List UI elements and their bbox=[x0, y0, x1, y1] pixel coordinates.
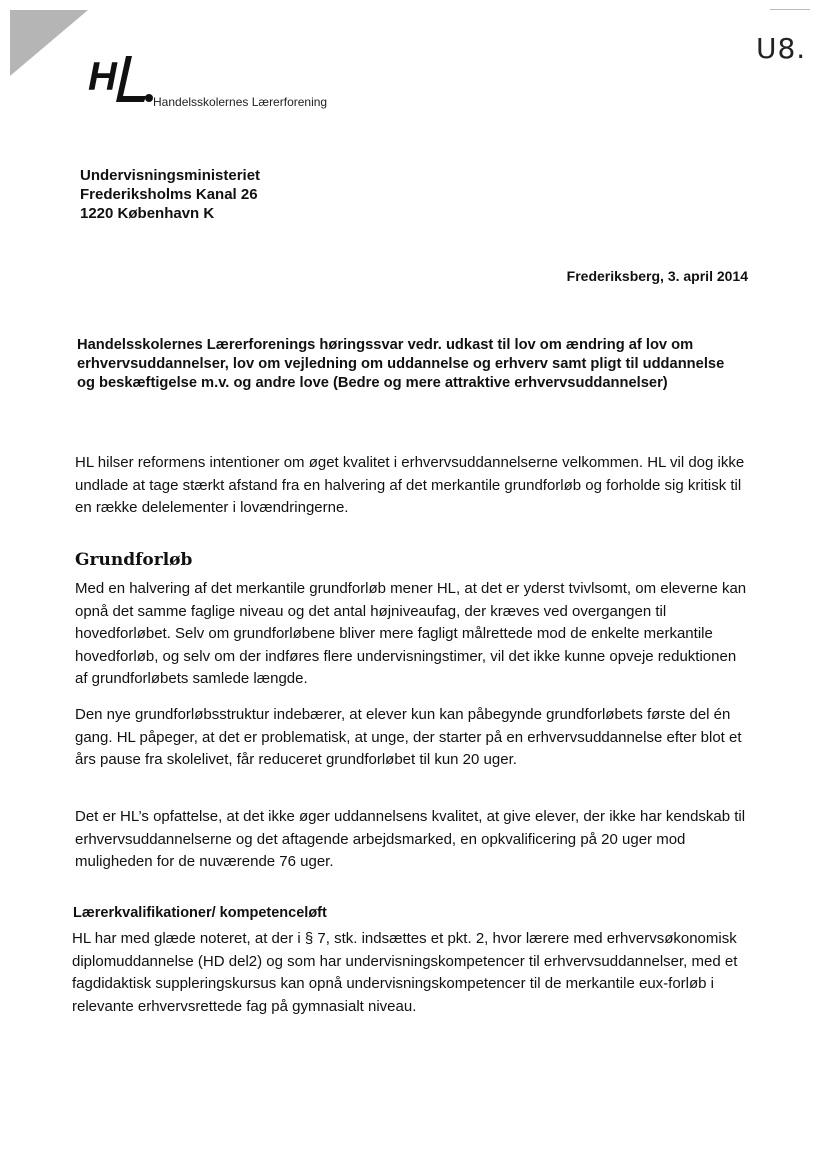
section1-paragraph-3: Det er HL’s opfattelse, at det ikke øger uddannelsens kvalitet, at give elever, der ikke har kendskab til erhvervsuddannelserne og det aftagende arbejdsmarked, en opkvalificering på 20 uger mod muligheden for de nuværende 76 uger. bbox=[75, 808, 746, 870]
scan-edge-line bbox=[770, 9, 810, 10]
recipient-address bbox=[80, 166, 260, 223]
letter-subject: Handelsskolernes Lærerforenings høringssvar vedr. udkast til lov om ændring af lov om erhvervsuddannelser, lov om vejledning om uddannelse og erhverv samt pligt til uddannelse og beskæftigelse m.v. og andre love (Bedre og mere attraktive erhvervsuddannelser) bbox=[77, 337, 725, 391]
section-heading-grundforloeb: Grundforløb bbox=[75, 550, 193, 570]
handwritten-note: U8. bbox=[756, 32, 807, 65]
date-line: Frederiksberg, 3. april 2014 bbox=[566, 268, 748, 284]
hl-logo bbox=[86, 52, 156, 104]
recipient-city: 1220 København K bbox=[80, 205, 215, 222]
recipient-street: Frederiksholms Kanal 26 bbox=[80, 186, 258, 203]
svg-text:H: H bbox=[88, 55, 117, 99]
scan-corner-mark bbox=[10, 10, 88, 76]
section-heading-laererkvalifikationer: Lærerkvalifikationer/ kompetenceløft bbox=[73, 905, 327, 921]
intro-paragraph: HL hilser reformens intentioner om øget kvalitet i erhvervsuddannelserne velkommen. HL vil dog ikke undlade at tage stærkt afstand fra en halvering af det merkantile grundforløb og forholde sig kritisk til en række delelementer i lovændringerne. bbox=[75, 454, 745, 516]
section1-paragraph-1: Med en halvering af det merkantile grundforløb mener HL, at det er yderst tvivlsomt, om eleverne kan opnå det samme faglige niveau og det antal højniveaufag, der kræves ved overgangen til hovedforløbet. Selv om grundforløbene bliver mere fagligt målrettede mod de enkelte merkantile hovedforløb, og selv om der indføres flere undervisningstimer, vil det ikke kunne opveje reduktionen af grundforløbets samlede længde. bbox=[75, 580, 747, 687]
organization-name: Handelsskolernes Lærerforening bbox=[153, 95, 328, 109]
recipient-name: Undervisningsministeriet bbox=[80, 167, 261, 184]
section1-paragraph-2: Den nye grundforløbsstruktur indebærer, at elever kun kan påbegynde grundforløbets første del én gang. HL påpeger, at det er problematisk, at unge, der starter på en erhvervsuddannelse efter blot et års pause fra skolelivet, får reduceret grundforløbet til kun 20 uger. bbox=[75, 706, 742, 768]
section2-paragraph-1: HL har med glæde noteret, at der i § 7, stk. indsættes et pkt. 2, hvor lærere med erhvervsøkonomisk diplomuddannelse (HD del2) og som har undervisningskompetencer til erhvervsuddannelser, med et fagdidaktisk suppleringskursus kan opnå undervisningskompetencer til de merkantile eux-forløb i relevante erhvervsrettede fag på gymnasialt niveau. bbox=[72, 930, 738, 1015]
